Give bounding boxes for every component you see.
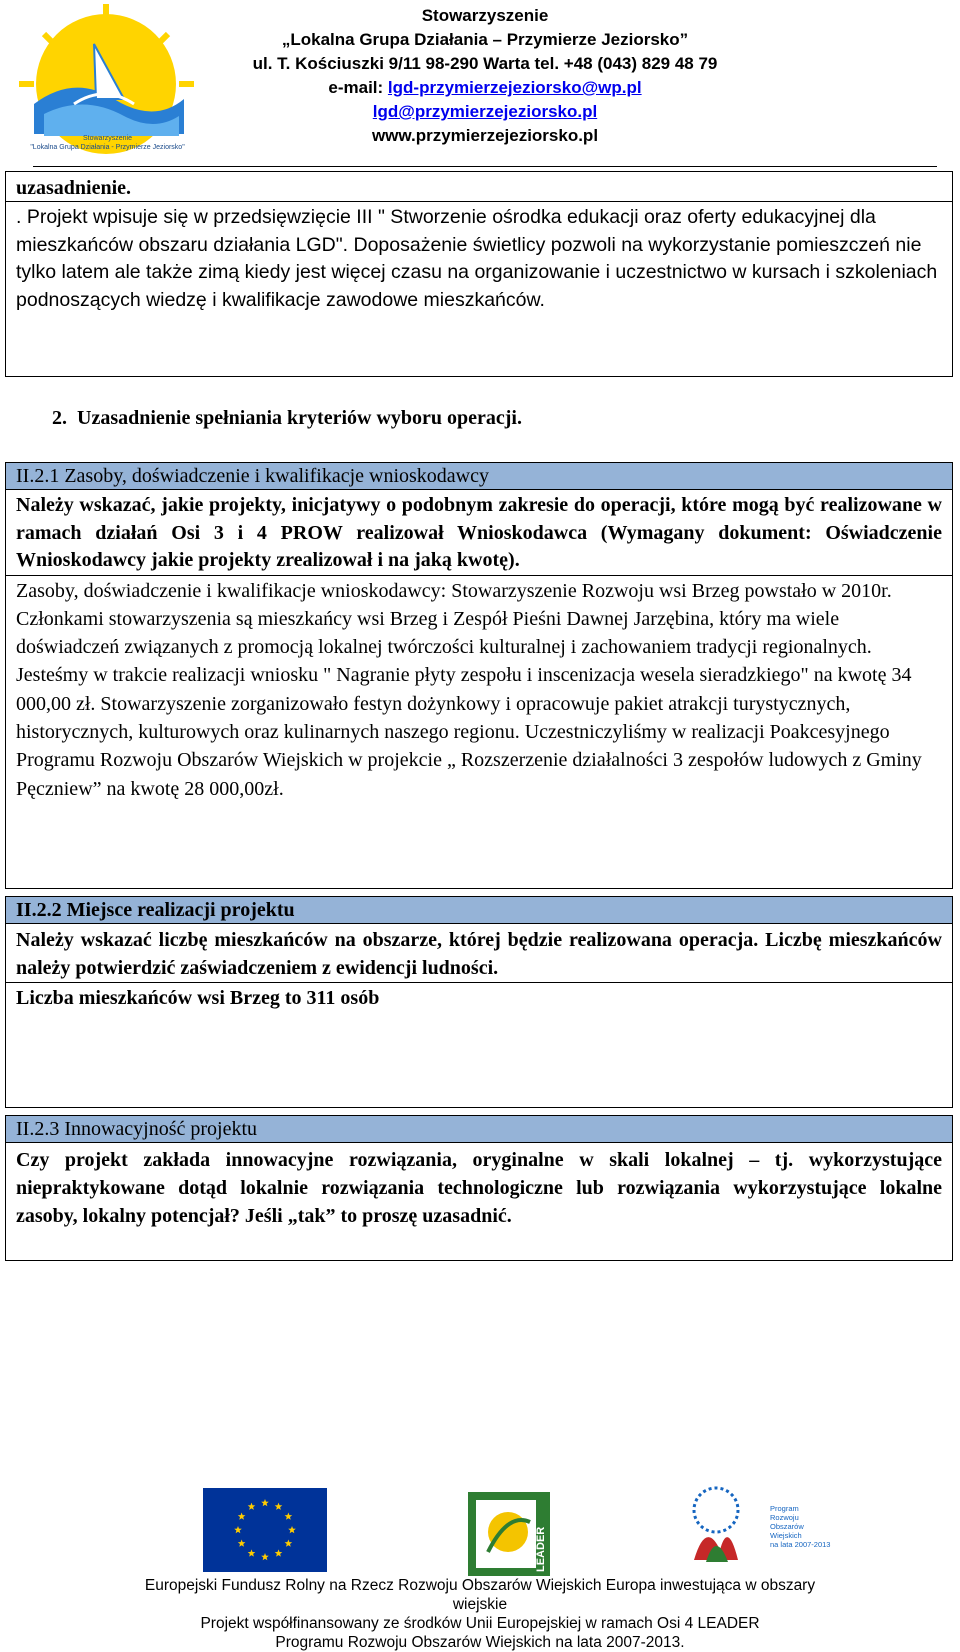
org-address: ul. T. Kościuszki 9/11 98-290 Warta tel. +48 (043) 829 48 79	[252, 54, 718, 73]
section-2-2-instruction: Należy wskazać liczbę mieszkańców na obszarze, której będzie realizowana operacja. Liczbę mieszkańców należy potwierdzić zaświadczeniem z ewidencji ludności.	[16, 929, 942, 979]
org-website: www.przymierzejeziorsko.pl	[371, 126, 599, 145]
section-2-1-answer: Zasoby, doświadczenie i kwalifikacje wnioskodawcy: Stowarzyszenie Rozwoju wsi Brzeg powstało w 2010r. Członkami stowarzyszenia są mieszkańcy wsi Brzeg i Zespół Pieśni Dawnej Jarzębina, który ma wiele doświadczeń związanych z promocją lokalnej twórczości kulturalnej i zachowaniem tradycji regionalnych. Jesteśmy w trakcie realizacji wniosku " Nagranie płyty zespołu i inscenizacja wesela sieradzkiego" na kwotę 34 000,00 zł. Stowarzyszenie zorganizowało festyn dożynkowy i opracowuje pakiet atrakcji turystycznych, historycznych, kulturowych oraz kulinarnych naszego regionu. Uczestniczyliśmy w realizacji Poakcesyjnego Programu Rozwoju Obszarów Wiejskich w projekcie „ Rozszerzenie działalności 3 zespołów ludowych z Gminy Pęczniew” na kwotę 28 000,00zł.	[16, 579, 922, 800]
section-2-2-title: II.2.2 Miejsce realizacji projektu	[6, 897, 952, 923]
section-2-1-instruction: Należy wskazać, jakie projekty, inicjatywy o podobnym zakresie do operacji, które mogą być realizowane w ramach działań Osi 3 i 4 PROW realizował Wnioskodawca (Wymagany dokument: Oświadczenie Wnioskodawcy jakie projekty zrealizował i na jaką kwotę).	[16, 494, 942, 571]
section-2-3-instruction: Czy projekt zakłada innowacyjne rozwiązania, oryginalne w skali lokalnej – tj. wykorzystujące niepraktykowane dotąd lokalnie rozwiązania technologiczne lub rozwiązania wykorzystujące lokalne zasoby, lokalny potencjał? Jeśli „tak” to proszę uzasadnić.	[16, 1149, 942, 1227]
footer-line-3: Projekt współfinansowany ze środków Unii Europejskiej w ramach Osi 4 LEADER	[200, 1615, 760, 1632]
org-email: e-mail: lgd-przymierzejeziorsko@wp.pl	[328, 78, 642, 97]
leader-logo-icon	[468, 1492, 550, 1576]
email-link-2[interactable]: lgd@przymierzejeziorsko.pl	[372, 102, 598, 121]
logo-caption: Stowarzyszenie "Lokalna Grupa Działania - Przymierze Jeziorsko"	[30, 135, 185, 151]
eu-flag-icon	[203, 1488, 327, 1572]
section-2-1	[5, 462, 953, 889]
section-2-3	[5, 1115, 953, 1261]
footer	[0, 1576, 960, 1652]
section-2-2-answer: Liczba mieszkańców wsi Brzeg to 311 osób	[16, 987, 380, 1009]
section-heading: 2. Uzasadnienie spełniania kryteriów wyboru operacji.	[52, 407, 522, 429]
footer-line-4: Programu Rozwoju Obszarów Wiejskich na lata 2007-2013.	[275, 1634, 685, 1651]
email-link-1[interactable]: lgd-przymierzejeziorsko@wp.pl	[387, 78, 642, 97]
justification-title: uzasadnienie.	[16, 177, 132, 199]
section-2-3-title: II.2.3 Innowacyjność projektu	[6, 1116, 952, 1142]
lgd-logo	[14, 4, 199, 154]
section-2-2	[5, 896, 953, 1108]
footer-logos	[0, 1480, 960, 1580]
org-full-name: „Lokalna Grupa Działania – Przymierze Jeziorsko”	[281, 30, 689, 49]
prow-logo-icon	[676, 1480, 766, 1572]
justification-text: . Projekt wpisuje się w przedsięwzięcie III " Stworzenie ośrodka edukacji oraz oferty edukacyjnej dla mieszkańców obszaru działania LGD". Doposażenie świetlicy pozwoli na wykorzystanie pomieszczeń nie tylko latem ale także zimą kiedy jest więcej czasu na organizowanie i uczestnictwo w kursach i szkoleniach podnoszących wiedzę i kwalifikacje zawodowe mieszkańców.	[16, 206, 938, 311]
organization-info	[215, 4, 755, 148]
prow-logo-text: Program Rozwoju Obszarów Wiejskich na lata 2007-2013	[770, 1504, 831, 1549]
letterhead	[0, 0, 960, 175]
footer-line-2: wiejskie	[452, 1596, 508, 1613]
header-divider	[33, 166, 937, 167]
footer-line-1: Europejski Fundusz Rolny na Rzecz Rozwoju Obszarów Wiejskich Europa inwestująca w obszary	[144, 1577, 816, 1594]
org-name: Stowarzyszenie	[421, 6, 549, 25]
leader-label: LEADER	[535, 1526, 547, 1572]
justification-box	[5, 171, 953, 377]
section-2-1-title: II.2.1 Zasoby, doświadczenie i kwalifikacje wnioskodawcy	[6, 463, 952, 489]
